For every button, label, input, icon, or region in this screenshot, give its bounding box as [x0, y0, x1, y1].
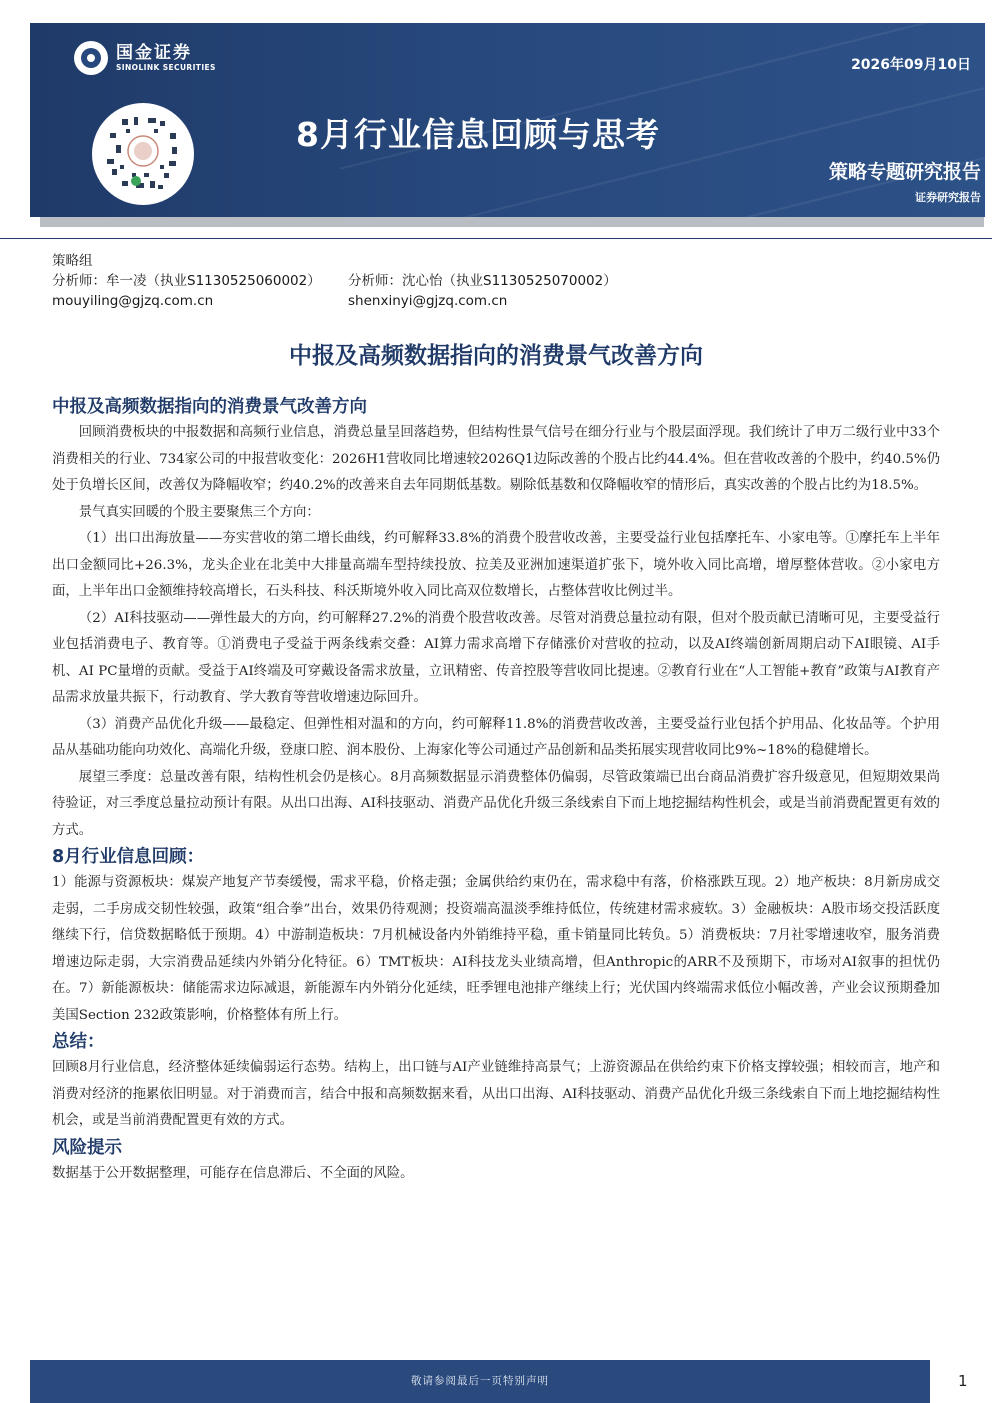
qr-code-icon — [92, 103, 194, 205]
paragraph: 1）能源与资源板块：煤炭产地复产节奏缓慢，需求平稳，价格走强；金属供给约束仍在，需求稳中有落，价格涨跌互现。2）地产板块：8月新房成交走弱，二手房成交韧性较强，政策“组合拳”出台，效果仍待观测；投资端高温淡季维持低位，传统建材需求疲软。3）金融板块：A股市场交投活跃度继续下行，信贷数据略低于预期。4）中游制造板块：7月机械设备内外销维持平稳，重卡销量同比转负。5）消费板块：7月社零增速收窄，服务消费增速边际走弱，大宗消费品延续内外销分化特征。6）TMT板块：AI科技龙头业绩高增，但Anthropic的ARR不及预期下，市场对AI叙事的担忧仍在。7）新能源板块：储能需求边际减退，新能源车内外销分化延续，旺季锂电池排产继续上行；光伏国内终端需求低位小幅改善，产业会议预期叠加美国Section 232政策影响，价格整体有所上行。 — [52, 875, 940, 1023]
section-heading: 中报及高频数据指向的消费景气改善方向 — [52, 397, 367, 417]
footer-disclaimer: 敬请参阅最后一页特别声明 — [411, 1375, 549, 1387]
company-logo — [74, 41, 216, 75]
section-heading: 总结： — [52, 1032, 105, 1052]
header-banner — [30, 23, 985, 217]
paragraph: （2）AI科技驱动——弹性最大的方向，约可解释27.2%的消费个股营收改善。尽管对消费总量拉动有限，但对个股贡献已清晰可见，主要受益行业包括消费电子、教育等。①消费电子受益于两条线索交叠：AI算力需求高增下存储涨价对营收的拉动，以及AI终端创新周期启动下AI眼镜、AI手机、AI PC量增的贡献。受益于AI终端及可穿戴设备需求放量，立讯精密、传音控股等营收同比提速。②教育行业在“人工智能+教育”政策与AI教育产品需求放量共振下，行动教育、学大教育等营收增速边际回升。 — [52, 610, 940, 705]
logo-text-cn: 国金证券 — [116, 43, 192, 63]
paragraph: 展望三季度：总量改善有限，结构性机会仍是核心。8月高频数据显示消费整体仍偏弱，尽管政策端已出台商品消费扩容升级意见，但短期效果尚待验证，对三季度总量拉动预计有限。从出口出海、AI科技驱动、消费产品优化升级三条线索自下而上地挖掘结构性机会，或是当前消费配置更有效的方式。 — [52, 769, 940, 838]
paragraph: （3）消费产品优化升级——最稳定、但弹性相对温和的方向，约可解释11.8%的消费营收改善，主要受益行业包括个护用品、化妆品等。个护用品从基础功能向功效化、高端化升级，登康口腔、润本股份、上海家化等公司通过产品创新和品类拓展实现营收同比9%~18%的稳健增长。 — [52, 716, 940, 758]
section-heading: 8月行业信息回顾： — [52, 847, 205, 867]
header-divider — [0, 238, 992, 239]
analyst-1-name: 分析师：牟一凌（执业S1130525060002） — [52, 273, 321, 289]
logo-icon — [74, 41, 108, 75]
report-body — [52, 394, 940, 1187]
paragraph: 回顾8月行业信息，经济整体延续偏弱运行态势。结构上，出口链与AI产业链维持高景气；上游资源品在供给约束下价格支撑较强；相较而言，地产和消费对经济的拖累依旧明显。对于消费而言，结合中报和高频数据来看，从出口出海、AI科技驱动、消费产品优化升级三条线索自下而上地挖掘结构性机会，或是当前消费配置更有效的方式。 — [52, 1060, 940, 1128]
report-type: 策略专题研究报告 — [828, 161, 981, 183]
logo-text-en: SINOLINK SECURITIES — [116, 63, 216, 72]
section-heading: 风险提示 — [52, 1137, 122, 1158]
page-number: 1 — [958, 1372, 968, 1390]
report-subtype: 证券研究报告 — [915, 191, 981, 204]
document-title: 中报及高频数据指向的消费景气改善方向 — [289, 343, 703, 369]
paragraph: （1）出口出海放量——夯实营收的第二增长曲线，约可解释33.8%的消费个股营收改善，主要受益行业包括摩托车、小家电等。①摩托车上半年出口金额同比+26.3%，龙头企业在北美中大排量高端车型持续投放、拉美及亚洲加速渠道扩张下，境外收入同比高增，增厚整体营收。②小家电方面，上半年出口金额维持较高增长，石头科技、科沃斯境外收入同比高双位数增长，占整体营收比例过半。 — [52, 531, 940, 599]
analyst-1-email[interactable]: mouyiling@gjzq.com.cn — [52, 293, 214, 309]
report-date: 2026年09月10日 — [851, 57, 971, 73]
analyst-2-email[interactable]: shenxinyi@gjzq.com.cn — [348, 293, 508, 309]
paragraph: 数据基于公开数据整理，可能存在信息滞后、不全面的风险。 — [52, 1165, 414, 1181]
analyst-group: 策略组 — [52, 253, 93, 269]
paragraph: 景气真实回暖的个股主要聚焦三个方向： — [78, 504, 320, 520]
report-title: 8月行业信息回顾与思考 — [296, 115, 660, 154]
analyst-2-name: 分析师：沈心怡（执业S1130525070002） — [348, 273, 617, 289]
paragraph: 回顾消费板块的中报数据和高频行业信息，消费总量呈回落趋势，但结构性景气信号在细分行业与个股层面浮现。我们统计了申万二级行业中33个消费相关的行业、734家公司的中报营收变化：2026H1营收同比增速较2026Q1边际改善的个股占比约44.4%。但在营收改善的个股中，约40.5%仍处于负增长区间，改善仅为降幅收窄；约40.2%的改善来自去年同期低基数。剔除低基数和仅降幅收窄的情形后，真实改善的个股占比约为18.5%。 — [52, 425, 941, 493]
